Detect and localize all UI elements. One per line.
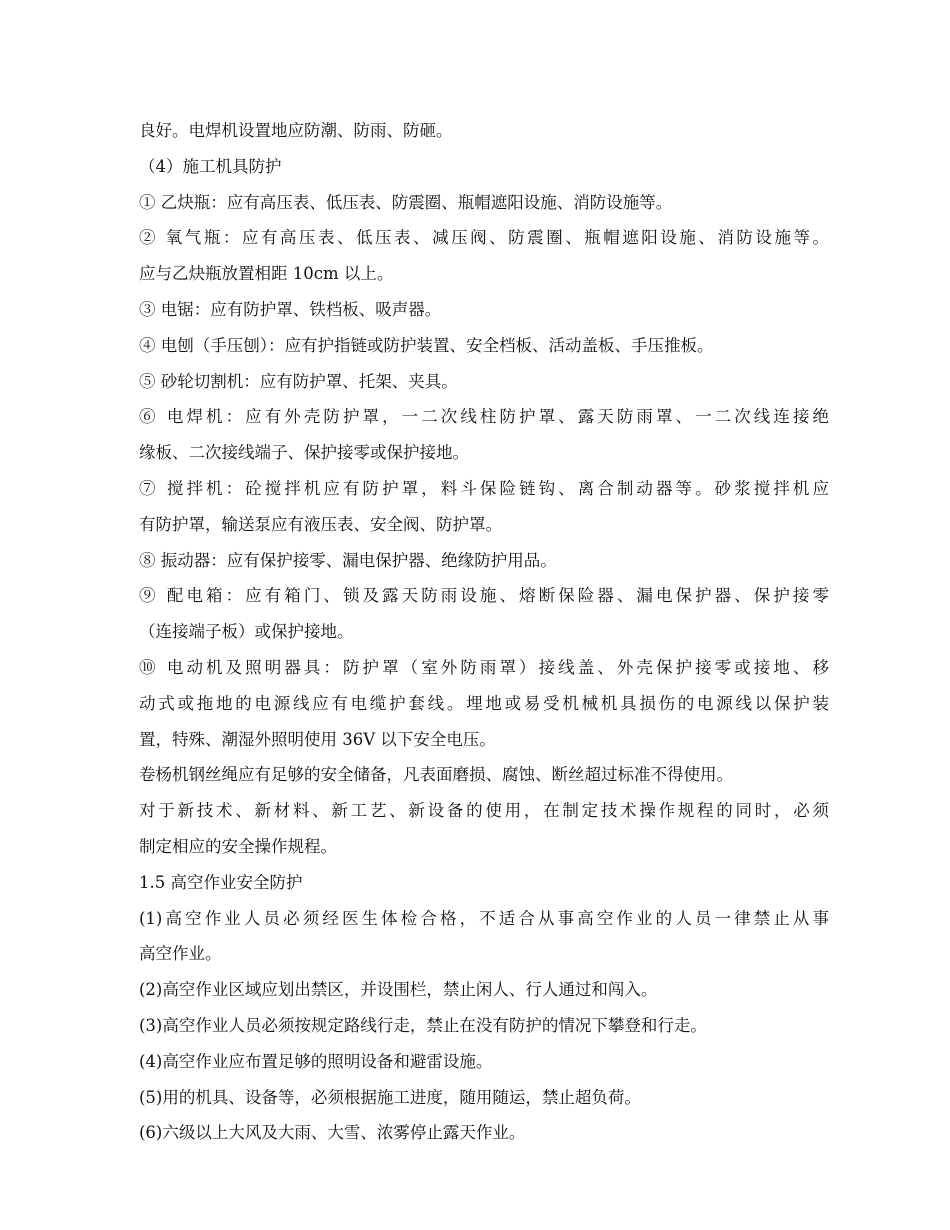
text-line: 动式或拖地的电源线应有电缆护套线。埋地或易受机械机具损伤的电源线以保护装 xyxy=(139,693,829,713)
text-line: ① 乙炔瓶：应有高压表、低压表、防震圈、瓶帽遮阳设施、消防设施等。 xyxy=(139,192,673,212)
text-line: (1)高空作业人员必须经医生体检合格，不适合从事高空作业的人员一律禁止从事 xyxy=(139,908,829,928)
text-line: 高空作业。 xyxy=(139,944,222,964)
text-line: (2)高空作业区域应划出禁区，并设围栏，禁止闲人、行人通过和闯入。 xyxy=(139,980,658,1000)
text-line: 有防护罩，输送泵应有液压表、安全阀、防护罩。 xyxy=(139,514,502,534)
text-line: (4)高空作业应布置足够的照明设备和避雷设施。 xyxy=(139,1051,493,1071)
text-line: 缘板、二次接线端子、保护接零或保护接地。 xyxy=(139,443,469,463)
text-line: 应与乙炔瓶放置相距 10cm 以上。 xyxy=(139,264,394,284)
text-line: ⑨ 配电箱：应有箱门、锁及露天防雨设施、熔断保险器、漏电保护器、保护接零 xyxy=(139,586,829,606)
text-line: ② 氧气瓶：应有高压表、低压表、减压阀、防震圈、瓶帽遮阳设施、消防设施等。 xyxy=(139,228,829,248)
text-line: ⑤ 砂轮切割机：应有防护罩、托架、夹具。 xyxy=(139,371,458,391)
text-line: ③ 电锯：应有防护罩、铁档板、吸声器。 xyxy=(139,299,442,319)
text-line: ④ 电刨（手压刨）：应有护指链或防护装置、安全档板、活动盖板、手压推板。 xyxy=(139,335,714,355)
text-line: ⑧ 振动器：应有保护接零、漏电保护器、绝缘防护用品。 xyxy=(139,550,557,570)
text-line: (6)六级以上大风及大雨、大雪、浓雾停止露天作业。 xyxy=(139,1123,526,1143)
text-line: 对于新技术、新材料、新工艺、新设备的使用，在制定技术操作规程的同时，必须 xyxy=(139,801,829,821)
text-line: ⑩ 电动机及照明器具：防护罩（室外防雨罩）接线盖、外壳保护接零或接地、移 xyxy=(139,657,829,677)
text-line: （连接端子板）或保护接地。 xyxy=(139,622,354,642)
text-line: ⑥ 电焊机：应有外壳防护罩，一二次线柱防护罩、露天防雨罩、一二次线连接绝 xyxy=(139,407,829,427)
section-heading: 1.5 高空作业安全防护 xyxy=(139,872,303,892)
text-line: ⑦ 搅拌机：砼搅拌机应有防护罩，料斗保险链钩、离合制动器等。砂浆搅拌机应 xyxy=(139,478,829,498)
text-line: 良好。电焊机设置地应防潮、防雨、防砸。 xyxy=(139,121,453,140)
text-line: (5)用的机具、设备等，必须根据施工进度，随用随运，禁止超负荷。 xyxy=(139,1087,641,1107)
text-line: 置，特殊、潮湿外照明使用 36V 以下安全电压。 xyxy=(139,729,496,749)
text-line: 卷杨机钢丝绳应有足够的安全储备，凡表面磨损、腐蚀、断丝超过标准不得使用。 xyxy=(139,765,733,785)
text-line: 制定相应的安全操作规程。 xyxy=(139,836,337,856)
text-line: (3)高空作业人员必须按规定路线行走，禁止在没有防护的情况下攀登和行走。 xyxy=(139,1015,707,1035)
document-body xyxy=(139,113,839,1151)
section-heading: （4）施工机具防护 xyxy=(139,156,282,176)
